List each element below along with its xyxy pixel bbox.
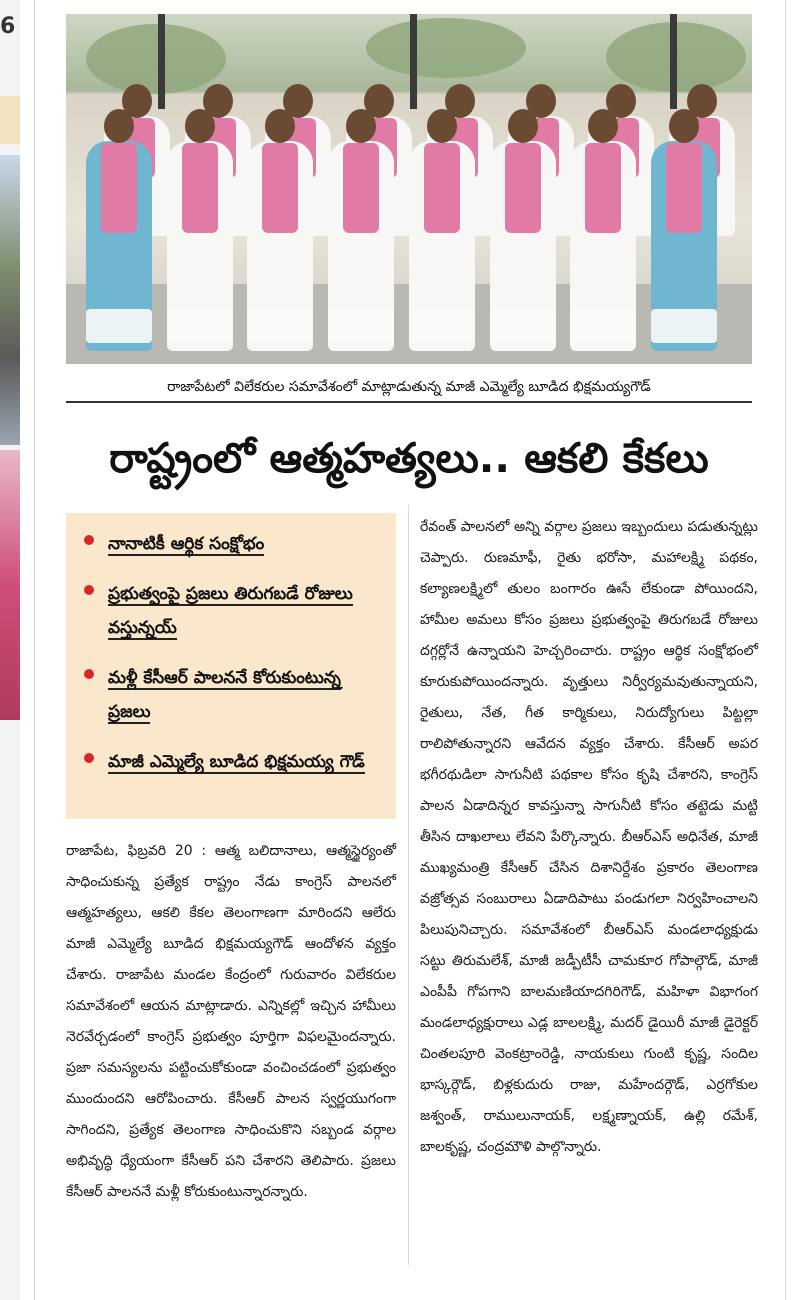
person-head [346, 109, 376, 143]
person-scarf [666, 143, 702, 233]
highlight-text: మళ్లీ కేసీఆర్ పాలననే కోరుకుంటున్న ప్రజలు [108, 668, 341, 722]
background-tree [366, 18, 526, 78]
person-head [185, 109, 215, 143]
highlight-item [84, 745, 382, 779]
highlights-box [66, 513, 396, 819]
person-head [104, 109, 134, 143]
bullet-icon [84, 753, 94, 763]
background-tree [86, 24, 226, 94]
person-scarf [182, 143, 218, 233]
person-head [508, 109, 538, 143]
person-scarf [424, 143, 460, 233]
plastic-chair [86, 309, 152, 343]
column-divider [408, 505, 409, 1265]
press-meet-photo [66, 14, 752, 364]
page-number: 6 [0, 14, 16, 39]
bullet-icon [84, 669, 94, 679]
highlight-item [84, 527, 382, 561]
highlight-item [84, 661, 382, 729]
person-scarf [505, 143, 541, 233]
person-head [669, 109, 699, 143]
plastic-chair [167, 309, 233, 343]
plastic-chair [247, 309, 313, 343]
plastic-chair [490, 309, 556, 343]
plastic-chair [409, 309, 475, 343]
highlight-text: నానాటికీ ఆర్థిక సంక్షోభం [108, 534, 265, 554]
article-headline: రాష్ట్రంలో ఆత్మహత్యలు.. ఆకలి కేకలు [109, 434, 709, 482]
adjacent-page-fragment [0, 96, 20, 144]
page-edge-rule [785, 0, 786, 1300]
person-scarf [101, 143, 137, 233]
plastic-chair [570, 309, 636, 343]
bullet-icon [84, 535, 94, 545]
plastic-chair [328, 309, 394, 343]
highlight-item [84, 577, 382, 645]
highlight-text: మాజీ ఎమ్మెల్యే బూడిద భిక్షమయ్య గౌడ్ [108, 752, 365, 772]
photo-caption: రాజాపేటలో విలేకరుల సమావేశంలో మాట్లాడుతున్న మాజీ ఎమ్మెల్యే బూడిద భిక్షమయ్యగౌడ్ [66, 373, 752, 403]
article-body-left: రాజాపేట, ఫిబ్రవరి 20 : ఆత్మ బలిదానాలు, ఆత్మస్థైర్యంతో సాధించుకున్న ప్రత్యేక రాష్ట్రం నేడు కాంగ్రెస్ పాలనలో ఆత్మహత్యలు, ఆకలి కేకల తెలంగాణగా మారిందని ఆలేరు మాజీ ఎమ్మెల్యే బూడిద భిక్షమయ్యగౌడ్ ఆందోళన వ్యక్తం చేశారు. రాజాపేట మండల కేంద్రంలో గురువారం విలేకరుల సమావేశంలో ఆయన మాట్లాడారు. ఎన్నికల్లో ఇచ్చిన హామీలు నెరవేర్చడంలో కాంగ్రెస్ ప్రభుత్వం పూర్తిగా విఫలమైందన్నారు. ప్రజా సమస్యలను పట్టించుకోకుండా వంచించడంలో ప్రభుత్వం ముందుందని ఆరోపించారు. కేసీఆర్ పాలన స్వర్ణయుగంగా సాగిందని, ప్రత్యేక తెలంగాణ సాధించుకొని సబ్బండ వర్గాల అభివృద్ధి ధ్యేయంగా కేసీఆర్ పని చేశారని తెలిపారు. ప్రజలు కేసీఆర్ పాలననే మళ్లీ కోరుకుంటున్నారన్నారు. [66, 843, 396, 1200]
adjacent-page-photo-fragment [0, 155, 20, 445]
column-rule [34, 0, 35, 1300]
bullet-icon [84, 585, 94, 595]
person-scarf [343, 143, 379, 233]
person-head [427, 109, 457, 143]
tent-pole [158, 14, 165, 109]
article-body-right: రేవంత్ పాలనలో అన్ని వర్గాల ప్రజలు ఇబ్బందులు పడుతున్నట్లు చెప్పారు. రుణమాఫీ, రైతు భరోసా, మహాలక్ష్మి పథకం, కల్యాణలక్ష్మిలో తులం బంగారం ఊసే లేకుండా పోయిందని, హామీల అమలు కోసం ప్రజలు ప్రభుత్వంపై తిరుగబడే రోజులు దగ్గర్లోనే ఉన్నాయని హెచ్చరించారు. రాష్ట్రం ఆర్థిక సంక్షోభంలో కూరుకుపోయిందన్నారు. వృత్తులు నిర్వీర్యమవుతున్నాయని, రైతులు, నేత, గీత కార్మికులు, నిరుద్యోగులు పిట్టల్లా రాలిపోతున్నారని ఆవేదన వ్యక్తం చేశారు. కేసీఆర్ అపర భగీరథుడిలా సాగునీటి పథకాల కోసం కృషి చేశారని, కాంగ్రెస్ పాలన ఏడాదిన్నర కావస్తున్నా సాగునీటి కోసం తట్టెడు మట్టి తీసిన దాఖలాలు లేవని పేర్కొన్నారు. బీఆర్ఎస్ అధినేత, మాజీ ముఖ్యమంత్రి కేసీఆర్ చేసిన దిశానిర్దేశం ప్రకారం తెలంగాణ వజ్రోత్సవ సంబురాలు ఏడాదిపాటు పండుగలా నిర్వహించాలని పిలుపునిచ్చారు. సమావేశంలో బీఆర్ఎస్ మండలాధ్యక్షుడు సట్టు తిరుమలేశ్, మాజీ జడ్పీటీసీ చామకూర గోపాల్గౌడ్, మాజీ ఎంపీపీ గోపగాని బాలమణియాదగిరిగౌడ్, మహిళా విభాగంగ మండలాధ్యక్షురాలు ఎడ్ల బాలలక్ష్మి, మదర్ డైయిరీ మాజీ డైరెక్టర్ చింతలపూరి వెంకట్రాంరెడ్డి, నాయకులు గుంటి కృష్ణ, సందిల భాస్కర్గౌడ్, బిళ్లకుదురు రాజు, మహేందర్గౌడ్, ఎర్రగోకుల జశ్వంత్, రాములునాయక్, లక్ష్మణ్నాయక్, ఉల్లి రమేశ్, బాలకృష్ణ, చంద్రమౌళి పాల్గొన్నారు. [420, 519, 758, 1155]
tent-pole [410, 14, 417, 109]
plastic-chair [651, 309, 717, 343]
tent-pole [670, 14, 677, 109]
adjacent-page-ad-fragment [0, 450, 20, 720]
person-scarf [585, 143, 621, 233]
highlight-text: ప్రభుత్వంపై ప్రజలు తిరుగబడే రోజులు వస్తున్నయ్ [108, 584, 353, 638]
person-scarf [262, 143, 298, 233]
